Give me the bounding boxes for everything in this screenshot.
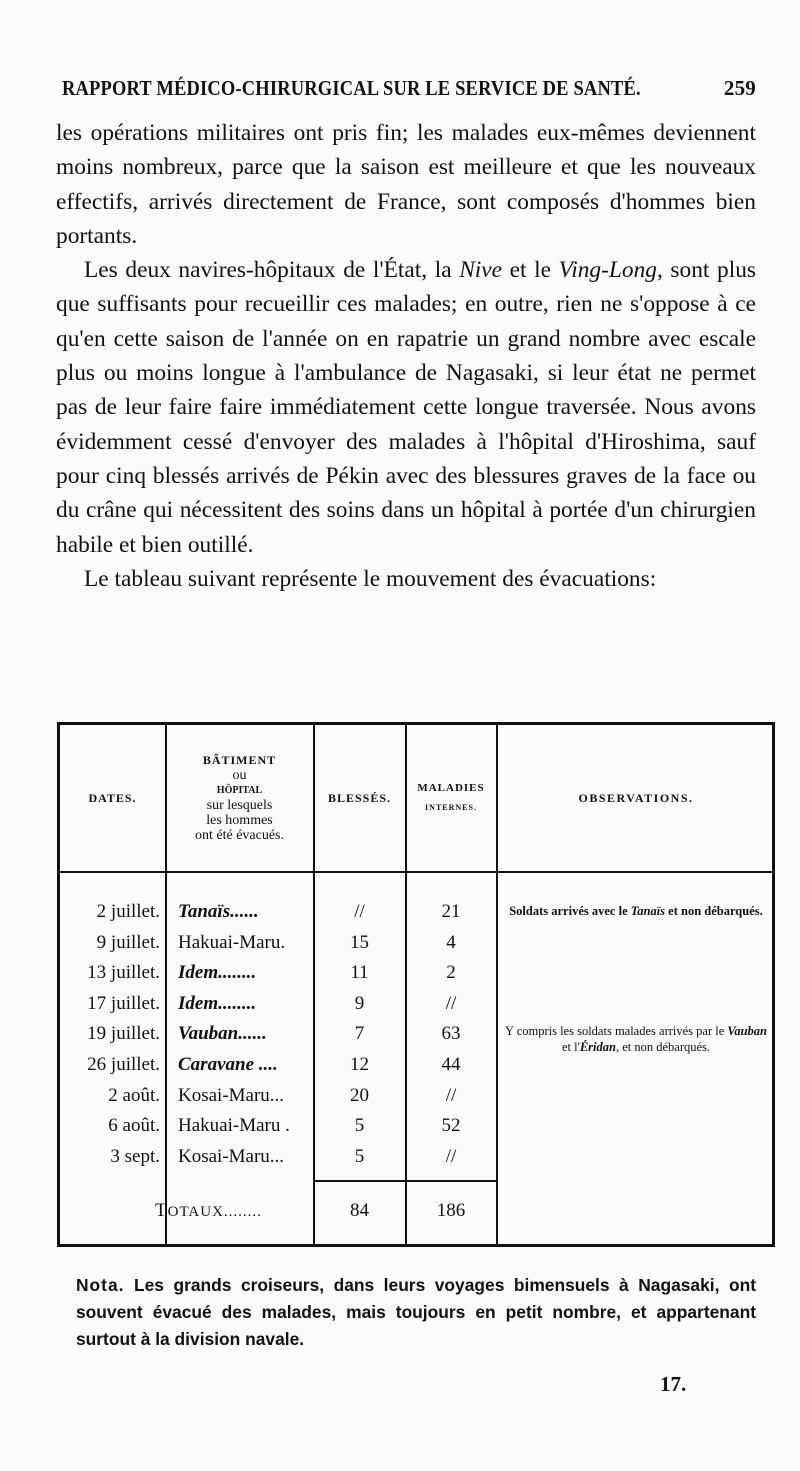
observation-2-ship-1: Vauban: [727, 1024, 767, 1038]
totals-label: [155, 1195, 262, 1228]
header-batiment: [166, 725, 313, 871]
header-blesses: BLESSÉS.: [327, 790, 392, 805]
row-blesses: 5: [354, 1115, 365, 1137]
table-row: [60, 1111, 772, 1141]
totals-row: [60, 1195, 772, 1227]
observation-1-part-b: et non débarqués.: [665, 904, 763, 918]
header-divider: [60, 871, 772, 873]
observation-1-ship: Tanaïs: [630, 904, 666, 918]
table-row: [60, 958, 772, 988]
header-maladies: [406, 725, 496, 871]
totals-maladies: 186: [436, 1200, 466, 1221]
row-maladies: //: [445, 1145, 457, 1167]
ship-name-ving-long: Ving-Long: [558, 257, 657, 284]
observation-2: [500, 1023, 772, 1055]
row-blesses: 12: [350, 1054, 369, 1075]
footnote-text: Les grands croiseurs, dans leurs voyages bimensuels à Nagasaki, ont souvent évacué des malades, mais toujours en petit nombre, et appartenant surtout à la division navale.: [76, 1275, 756, 1349]
paragraph-3: Le tableau suivant représente le mouvement des évacuations:: [84, 565, 657, 592]
header-batiment-line4: sur lesquels: [206, 798, 273, 813]
signature-mark: 17.: [660, 1372, 687, 1396]
row-date: 9 juillet.: [96, 931, 160, 953]
header-batiment-line2: ou: [232, 768, 247, 783]
row-ship: Caravane ....: [178, 1054, 278, 1075]
row-blesses: //: [354, 901, 365, 922]
observation-2-part-a: Y compris les soldats malades arrivés par le: [505, 1024, 728, 1038]
body-text: [56, 116, 756, 596]
row-ship: Idem........: [178, 962, 257, 984]
observation-2-part-b: et l': [561, 1040, 580, 1054]
row-maladies: 44: [441, 1054, 461, 1075]
row-blesses: 20: [350, 1084, 369, 1106]
row-blesses: 9: [354, 992, 365, 1014]
totals-label-initial: T: [155, 1200, 168, 1221]
paragraph-1: les opérations militaires ont pris fin; les malades eux-mêmes deviennent moins nombreux, parce que la saison est meilleure et que les nouveaux effectifs, arrivés directement de France, sont composés d'hommes bien portants.: [56, 120, 756, 249]
row-ship: Kosai-Maru...: [178, 1084, 285, 1106]
observation-1-part-a: Soldats arrivés avec le: [509, 904, 631, 918]
totals-blesses: 84: [350, 1200, 369, 1221]
page-number: 259: [723, 76, 756, 100]
row-ship: Kosai-Maru...: [178, 1145, 285, 1167]
running-header: [62, 76, 756, 101]
table-row: [60, 1142, 772, 1172]
observation-2-ship-2: Éridan: [579, 1040, 616, 1054]
ship-name-nive: Nive: [459, 257, 503, 284]
table-row: [60, 928, 772, 958]
row-ship: Idem........: [178, 992, 257, 1014]
row-ship: Hakuai-Maru .: [178, 1115, 290, 1137]
row-maladies: //: [445, 1084, 457, 1106]
row-ship: Tanaïs......: [178, 901, 259, 922]
row-date: 6 août.: [108, 1115, 160, 1137]
observation-1: [500, 903, 772, 919]
row-date: 2 août.: [108, 1084, 160, 1106]
evacuation-table: [57, 722, 775, 1247]
table-row: [60, 1081, 772, 1111]
row-date: 13 juillet.: [87, 962, 160, 984]
header-maladies-line2: INTERNES.: [425, 803, 477, 812]
totals-label-rest: OTAUX........: [167, 1204, 262, 1220]
header-batiment-line1: BÂTIMENT: [202, 753, 277, 767]
header-observations: OBSERVATIONS.: [578, 790, 694, 805]
totals-divider: [314, 1180, 496, 1182]
row-blesses: 15: [350, 931, 369, 953]
header-maladies-line1: MALADIES: [417, 782, 485, 794]
header-dates: DATES.: [88, 790, 137, 805]
paragraph-2: [56, 253, 756, 562]
row-date: 26 juillet.: [87, 1054, 160, 1075]
row-date: 19 juillet.: [87, 1023, 160, 1045]
row-ship: Hakuai-Maru.: [178, 931, 286, 953]
running-title: RAPPORT MÉDICO-CHIRURGICAL SUR LE SERVICE DE SANTÉ.: [62, 76, 641, 100]
row-maladies: 63: [441, 1023, 461, 1045]
table-row: [60, 989, 772, 1019]
header-batiment-line3: HÔPITAL: [216, 785, 263, 796]
paragraph-2-part-b: et le: [502, 257, 559, 284]
row-blesses: 5: [354, 1145, 365, 1167]
paragraph-2-part-c: , sont plus que suffisants pour recueillir ces malades; en outre, rien ne s'oppose à ce qu'en cette saison de l'année on en rapatrie un grand nombre avec escale plus ou moins longue à l'ambulance de Nagasaki, si leur état ne permet pas de leur faire faire immédiatement cette longue traversée. Nous avons évidemment cessé d'envoyer des malades à l'hôpital d'Hiroshima, sauf pour cinq blessés arrivés de Pékin avec des blessures graves de la face ou du crâne qui nécessitent des soins dans un hôpital à portée d'un chirurgien habile et bien outillé.: [56, 257, 756, 558]
row-date: 2 juillet.: [96, 901, 160, 922]
row-ship: Vauban......: [178, 1023, 267, 1045]
row-maladies: 4: [446, 931, 456, 953]
row-maladies: //: [445, 992, 457, 1014]
row-date: 17 juillet.: [87, 992, 160, 1014]
paragraph-2-part-a: Les deux navires-hôpitaux de l'État, la: [84, 257, 460, 284]
row-maladies: 52: [441, 1115, 461, 1137]
row-maladies: 21: [441, 901, 461, 922]
footnote-label: Nota.: [76, 1275, 125, 1295]
observation-2-part-c: , et non débarqués.: [615, 1040, 711, 1054]
row-maladies: 2: [446, 962, 456, 984]
header-batiment-line6: ont été évacués.: [194, 828, 284, 843]
footnote: [76, 1272, 756, 1353]
row-blesses: 7: [354, 1023, 365, 1045]
header-batiment-line5: les hommes: [206, 813, 273, 828]
row-blesses: 11: [350, 962, 369, 984]
row-date: 3 sept.: [110, 1145, 160, 1167]
